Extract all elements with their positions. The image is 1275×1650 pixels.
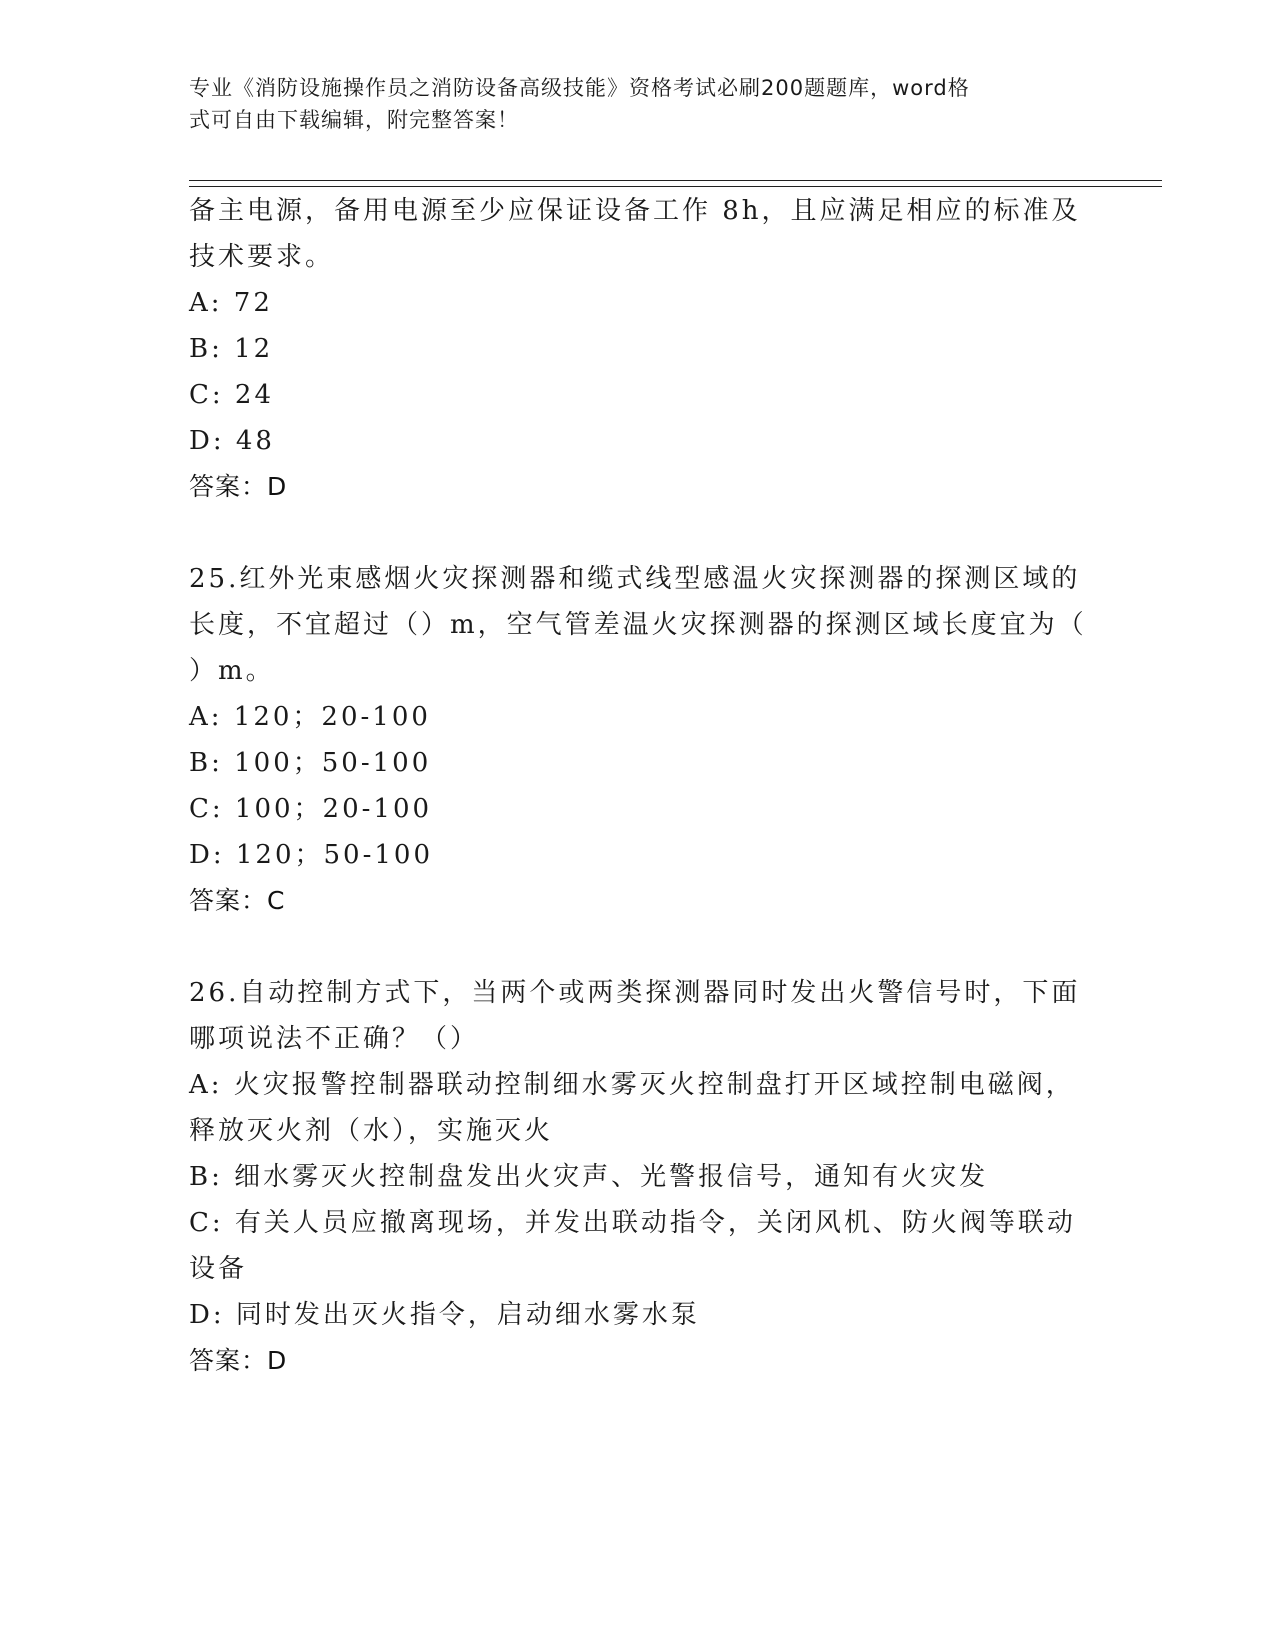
question-stem-line: ）m。	[189, 656, 275, 686]
option-b: B: 细水雾灭火控制盘发出火灾声、光警报信号，通知有火灾发	[189, 1162, 989, 1192]
option-d: D: 48	[189, 426, 275, 456]
document-header	[189, 72, 1069, 136]
question-stem-line: 技术要求。	[189, 242, 335, 272]
option-c: C: 24	[189, 380, 275, 410]
option-a: A: 120；20-100	[189, 702, 431, 732]
question-content	[189, 188, 1089, 1384]
option-a-continued: 释放灭火剂（水），实施灭火	[189, 1116, 554, 1146]
question-stem-line: 26.自动控制方式下，当两个或两类探测器同时发出火警信号时，下面	[189, 978, 1081, 1008]
header-line-1: 专业《消防设施操作员之消防设备高级技能》资格考试必刷200题题库，word格	[189, 76, 970, 100]
question-25	[189, 556, 1089, 924]
option-c: C: 100；20-100	[189, 794, 433, 824]
option-a: A: 72	[189, 288, 273, 318]
answer-label: 答案：C	[189, 886, 286, 915]
option-c-continued: 设备	[189, 1254, 248, 1284]
option-a: A: 火灾报警控制器联动控制细水雾灭火控制盘打开区域控制电磁阀，	[189, 1070, 1075, 1100]
header-divider-top	[189, 180, 1162, 181]
question-26	[189, 970, 1089, 1384]
question-stem-line: 25.红外光束感烟火灾探测器和缆式线型感温火灾探测器的探测区域的	[189, 564, 1081, 594]
answer-label: 答案：D	[189, 1346, 288, 1375]
option-c: C: 有关人员应撤离现场，并发出联动指令，关闭风机、防火阀等联动	[189, 1208, 1076, 1238]
answer-label: 答案：D	[189, 472, 288, 501]
option-b: B: 100；50-100	[189, 748, 432, 778]
question-stem-line: 长度，不宜超过（）m，空气管差温火灾探测器的探测区域长度宜为（	[189, 610, 1087, 640]
question-prev	[189, 188, 1089, 510]
option-b: B: 12	[189, 334, 274, 364]
option-d: D: 120；50-100	[189, 840, 433, 870]
question-stem-line: 备主电源，备用电源至少应保证设备工作 8h，且应满足相应的标准及	[189, 196, 1081, 226]
header-divider-bottom	[189, 186, 1162, 187]
question-stem-line: 哪项说法不正确？（）	[189, 1024, 480, 1054]
option-d: D: 同时发出灭火指令，启动细水雾水泵	[189, 1300, 700, 1330]
spacer	[189, 510, 1089, 556]
spacer	[189, 924, 1089, 970]
header-line-2: 式可自由下载编辑，附完整答案！	[189, 108, 519, 132]
